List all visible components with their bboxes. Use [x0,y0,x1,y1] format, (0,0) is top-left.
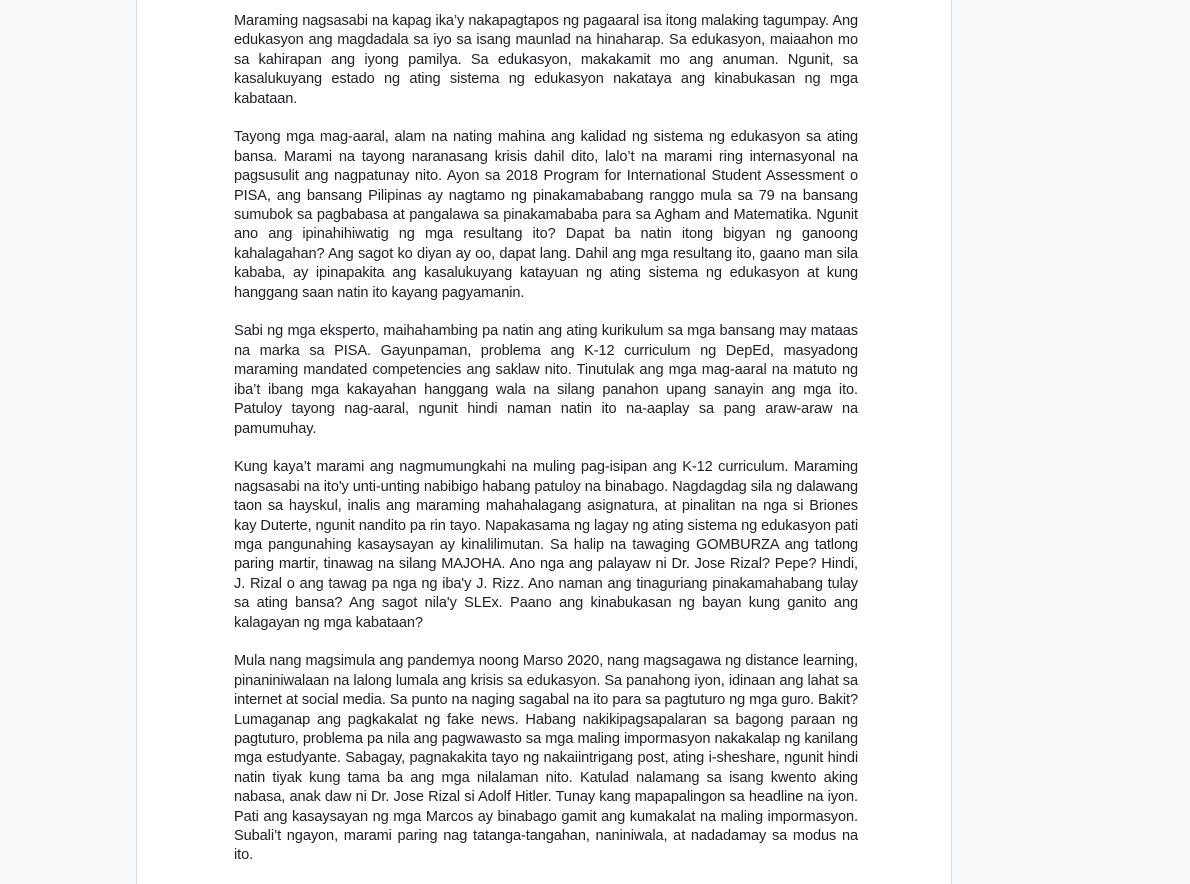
paragraph-3: Sabi ng mga eksperto, maihahambing pa natin ang ating kurikulum sa mga bansang may mataas na marka sa PISA. Gayunpaman, problema ang K-12 curriculum ng DepEd, masyadong maraming mandated competencies ang saklaw nito. Tinutulak ang mga mag-aaral na matuto ng iba’t ibang mga kakayahan hanggang wala na silang panahon upang sanayin ang mga ito. Patuloy tayong nag-aaral, ngunit hindi naman natin ito na-aaplay sa pang araw-araw na pamumuhay. [234,323,858,437]
paragraph-5: Mula nang magsimula ang pandemya noong Marso 2020, nang magsagawa ng distance learning, pinaniniwalaan na lalong lumala ang krisis sa edukasyon. Sa panahong iyon, idinaan ang lahat sa internet at social media. Sa punto na naging sagabal na ito para sa pagtuturo ng mga guro. Bakit? Lumaganap ang pagkakalat ng fake news. Habang nakikipagsapalaran sa bagong paraan ng pagtuturo, problema pa nila ang pagwawasto sa mga maling impormasyon nakakalap ng kanilang mga estudyante. Sabagay, pagnakakita tayo ng nakaiintrigang post, ating i-sheshare, ngunit hindi natin tiyak kung tama ba ang mga nilalaman nito. Katulad nalamang sa isang kwento aking nabasa, anak daw ni Dr. Jose Rizal si Adolf Hitler. Tunay kang mapapalingon sa headline na iyon. Pati ang kasaysayan ng mga Marcos ay binabago gamit ang kumakalat na maling impormasyon. Subali’t ngayon, marami paring nag tatanga-tangahan, naniniwala, at nadadamay sa modus na ito. [234,653,858,864]
paragraph-4: Kung kaya’t marami ang nagmumungkahi na muling pag-isipan ang K-12 curriculum. Maraming nagsasabi na ito'y unti-unting nabibigo habang patuloy na binabago. Nagdagdag sila ng dalawang taon sa hayskul, inalis ang maraming mahahalagang asignatura, at pinalitan na nga si Briones kay Duterte, ngunit nandito pa rin tayo. Napakasama ng lagay ng ating sistema ng edukasyon pati mga pangunahing kasaysayan ay kinalilimutan. Sa halip na tawaging GOMBURZA ang tatlong paring martir, tinawag na silang MAJOHA. Ano nga ang palayaw ni Dr. Jose Rizal? Pepe? Hindi, J. Rizal o ang tawag pa nga ng iba'y J. Rizz. Ano naman ang tinaguriang pinakamahabang tulay sa ating bansa? Ang sagot nila'y SLEx. Paano ang kinabukasan ng bayan kung ganito ang kalagayan ng mga kabataan? [234,459,858,631]
paragraph-2: Tayong mga mag-aaral, alam na nating mahina ang kalidad ng sistema ng edukasyon sa ating bansa. Marami na tayong naranasang krisis dahil dito, lalo’t na marami ring internasyonal na pagsusulit ang nagpatunay nito. Ayon sa 2018 Program for International Student Assessment o PISA, ang bansang Pilipinas ay nagtamo ng pinakamababang ranggo mula sa 79 na bansang sumubok sa pagbabasa at pangalawa sa pinakamababa para sa Agham and Matematika. Ngunit ano ang ipinahihiwatig ng mga resultang ito? Dapat ba natin itong bigyan ng ganoong kahalagahan? Ang sagot ko diyan ay oo, dapat lang. Dahil ang mga resultang ito, gaano man sila kababa, ay ipinapakita ang kasalukuyang katayuan ng ating sistema ng edukasyon at kung hanggang saan natin ito kayang pagyamanin. [234,129,858,301]
document-body[interactable] [234,12,858,884]
paragraph-1: Maraming nagsasabi na kapag ika’y nakapagtapos ng pagaaral isa itong malaking tagumpay. Ang edukasyon ang magdadala sa iyo sa isang maunlad na hinaharap. Sa edukasyon, maiaahon mo sa kahirapan ang iyong pamilya. Sa edukasyon, makakamit mo ang anuman. Ngunit, sa kasalukuyang estado ng ating sistema ng edukasyon nakataya ang kinabukasan ng mga kabataan. [234,13,858,107]
document-page[interactable] [136,0,952,884]
